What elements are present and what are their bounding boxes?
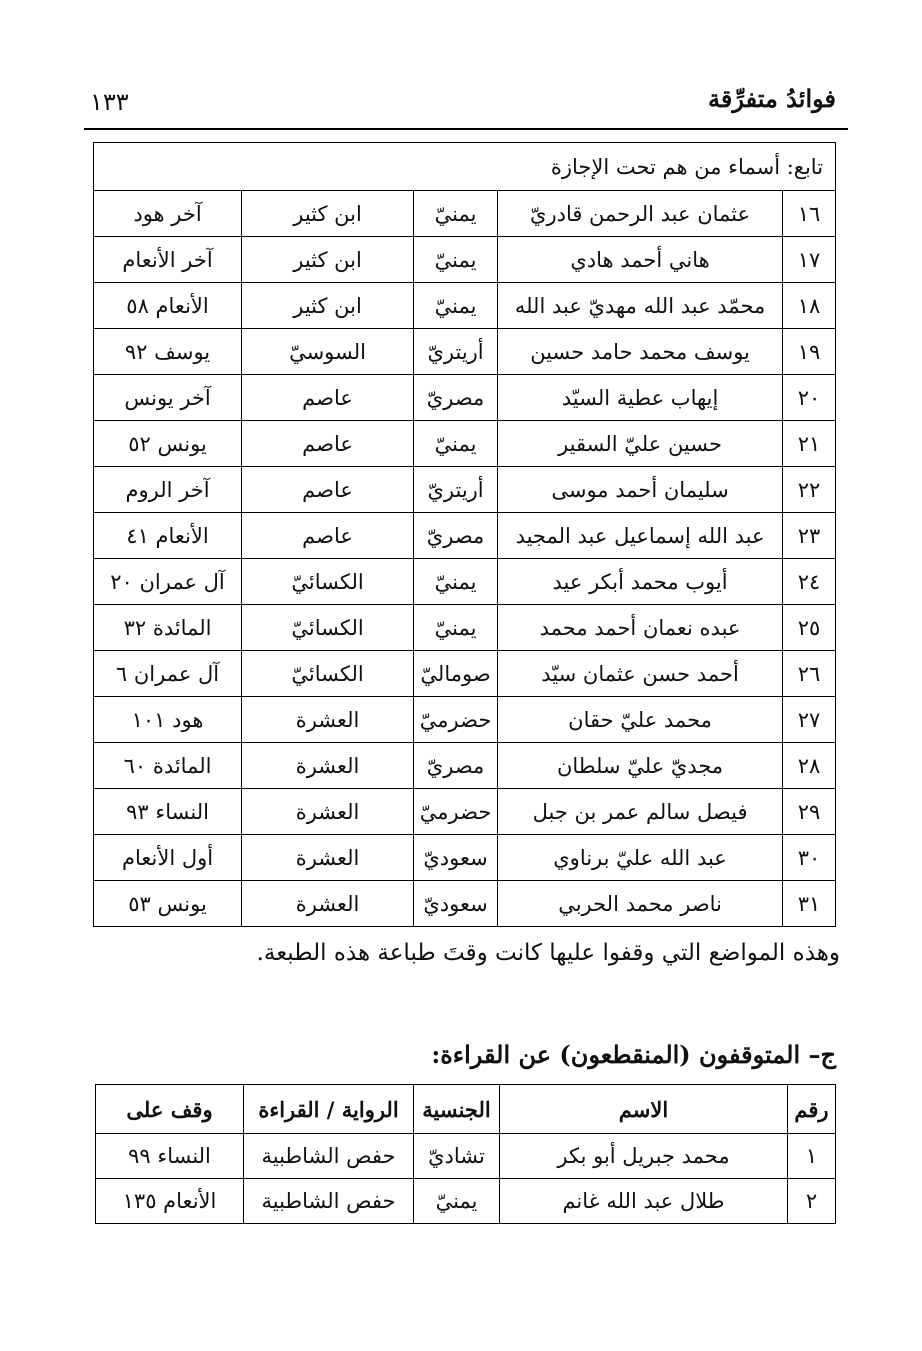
cell-name: طلال عبد الله غانم [500,1179,788,1224]
cell-name: حسين عليّ السقير [498,421,783,467]
table-row [94,881,836,927]
cell-riwaya: حفص الشاطبية [244,1179,414,1224]
note-paragraph: وهذه المواضع التي وقفوا عليها كانت وقتَ طباعة هذه الطبعة. [256,940,840,966]
cell-position: آل عمران ٢٠ [94,559,242,605]
cell-nationality: أريتريّ [414,329,498,375]
cell-riwaya: العشرة [242,789,414,835]
licensed-readers-table [93,142,836,927]
cell-nationality: أريتريّ [414,467,498,513]
cell-position: النساء ٩٩ [96,1134,244,1179]
cell-nationality: صوماليّ [414,651,498,697]
cell-name: هاني أحمد هادي [498,237,783,283]
cell-num: ٢٩ [783,789,836,835]
cell-riwaya: ابن كثير [242,191,414,237]
table-row [94,605,836,651]
cell-num: ٣١ [783,881,836,927]
cell-name: أحمد حسن عثمان سيّد [498,651,783,697]
table-row [94,559,836,605]
cell-nationality: يمنيّ [414,283,498,329]
cell-nationality: يمنيّ [414,237,498,283]
cell-position: هود ١٠١ [94,697,242,743]
cell-riwaya: ابن كثير [242,283,414,329]
cell-nationality: يمنيّ [414,191,498,237]
cell-position: آخر الأنعام [94,237,242,283]
cell-name: محمد عليّ حقان [498,697,783,743]
cell-riwaya: العشرة [242,835,414,881]
header-num: رقم [788,1085,836,1134]
table-caption: تابع: أسماء من هم تحت الإجازة [94,143,836,191]
cell-num: ٢١ [783,421,836,467]
cell-riwaya: حفص الشاطبية [244,1134,414,1179]
cell-riwaya: السوسيّ [242,329,414,375]
table-row [94,743,836,789]
cell-name: مجديّ عليّ سلطان [498,743,783,789]
cell-position: أول الأنعام [94,835,242,881]
cell-position: يونس ٥٣ [94,881,242,927]
cell-nationality: حضرميّ [414,789,498,835]
cell-num: ١٩ [783,329,836,375]
cell-nationality: حضرميّ [414,697,498,743]
header-name: الاسم [500,1085,788,1134]
cell-name: عبد الله عليّ برناوي [498,835,783,881]
cell-num: ٢٨ [783,743,836,789]
cell-name: عبده نعمان أحمد محمد [498,605,783,651]
cell-riwaya: عاصم [242,467,414,513]
cell-num: ٢٢ [783,467,836,513]
cell-riwaya: عاصم [242,513,414,559]
cell-riwaya: الكسائيّ [242,651,414,697]
cell-num: ١٧ [783,237,836,283]
cell-position: الأنعام ٥٨ [94,283,242,329]
cell-position: الأنعام ٤١ [94,513,242,559]
cell-position: الأنعام ١٣٥ [96,1179,244,1224]
stopped-readers-table [95,1084,836,1224]
cell-riwaya: العشرة [242,697,414,743]
cell-num: ٢٤ [783,559,836,605]
cell-name: محمد جبريل أبو بكر [500,1134,788,1179]
table-row [96,1134,836,1179]
table-row [94,467,836,513]
cell-nationality: مصريّ [414,743,498,789]
table-row [94,697,836,743]
cell-position: آخر الروم [94,467,242,513]
cell-nationality: يمنيّ [414,421,498,467]
table-row [94,789,836,835]
cell-name: إيهاب عطية السيّد [498,375,783,421]
cell-riwaya: الكسائيّ [242,559,414,605]
cell-riwaya: العشرة [242,743,414,789]
cell-name: محمّد عبد الله مهديّ عبد الله [498,283,783,329]
cell-num: ١ [788,1134,836,1179]
header-nationality: الجنسية [414,1085,500,1134]
cell-num: ١٦ [783,191,836,237]
cell-position: المائدة ٣٢ [94,605,242,651]
header-riwaya: الرواية / القراءة [244,1085,414,1134]
cell-name: يوسف محمد حامد حسين [498,329,783,375]
table-caption-row [94,143,836,191]
cell-num: ٢ [788,1179,836,1224]
cell-name: ناصر محمد الحربي [498,881,783,927]
cell-nationality: مصريّ [414,375,498,421]
cell-name: سليمان أحمد موسى [498,467,783,513]
cell-num: ٢٥ [783,605,836,651]
table-row [94,421,836,467]
table-row [96,1179,836,1224]
cell-riwaya: ابن كثير [242,237,414,283]
cell-nationality: سعوديّ [414,835,498,881]
cell-num: ٣٠ [783,835,836,881]
cell-name: أيوب محمد أبكر عيد [498,559,783,605]
cell-num: ٢٠ [783,375,836,421]
cell-name: عثمان عبد الرحمن قادريّ [498,191,783,237]
cell-nationality: سعوديّ [414,881,498,927]
table-row [94,237,836,283]
cell-riwaya: عاصم [242,421,414,467]
cell-name: فيصل سالم عمر بن جبل [498,789,783,835]
cell-position: المائدة ٦٠ [94,743,242,789]
cell-position: آل عمران ٦ [94,651,242,697]
cell-position: يوسف ٩٢ [94,329,242,375]
table-row [94,283,836,329]
cell-num: ٢٦ [783,651,836,697]
page-number: ١٣٣ [90,88,129,116]
cell-name: عبد الله إسماعيل عبد المجيد [498,513,783,559]
cell-position: يونس ٥٢ [94,421,242,467]
cell-nationality: يمنيّ [414,1179,500,1224]
cell-position: آخر هود [94,191,242,237]
cell-num: ٢٧ [783,697,836,743]
cell-nationality: يمنيّ [414,559,498,605]
cell-num: ٢٣ [783,513,836,559]
table-row [94,191,836,237]
cell-num: ١٨ [783,283,836,329]
table-row [94,329,836,375]
header-divider [84,128,848,130]
cell-nationality: يمنيّ [414,605,498,651]
cell-nationality: تشاديّ [414,1134,500,1179]
header-position: وقف على [96,1085,244,1134]
cell-riwaya: الكسائيّ [242,605,414,651]
section-heading: ج– المتوقفون (المنقطعون) عن القراءة: [431,1040,836,1069]
cell-position: آخر يونس [94,375,242,421]
table-row [94,375,836,421]
table-row [94,651,836,697]
table-header-row [96,1085,836,1134]
cell-riwaya: عاصم [242,375,414,421]
cell-position: النساء ٩٣ [94,789,242,835]
page-header-title: فوائدُ متفرِّقة [708,84,836,113]
cell-nationality: مصريّ [414,513,498,559]
table-row [94,513,836,559]
cell-riwaya: العشرة [242,881,414,927]
table-row [94,835,836,881]
